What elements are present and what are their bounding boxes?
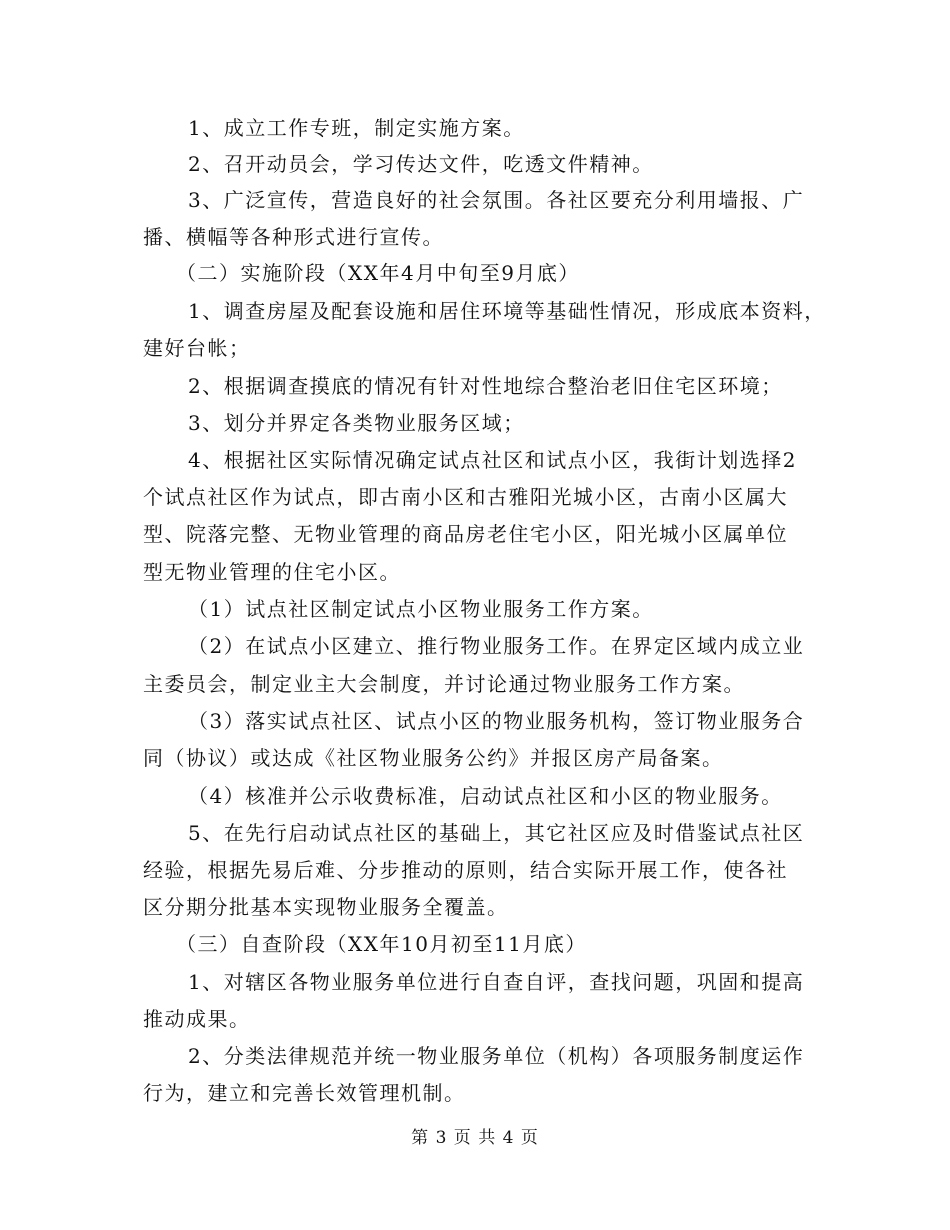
- paragraph-line: （4）核准并公示收费标准，启动试点社区和小区的物业服务。: [188, 784, 783, 808]
- page-footer: 第 3 页 共 4 页: [411, 1128, 539, 1148]
- paragraph-line: 同（协议）或达成《社区物业服务公约》并报区房产局备案。: [143, 746, 724, 770]
- paragraph-line: 经验，根据先易后难、分步推动的原则，结合实际开展工作，使各社: [143, 858, 788, 882]
- paragraph-line: 4、根据社区实际情况确定试点社区和试点小区，我街计划选择2: [188, 448, 797, 472]
- paragraph-line: 2、分类法律规范并统一物业服务单位（机构）各项服务制度运作: [188, 1044, 805, 1068]
- paragraph-line: 1、对辖区各物业服务单位进行自查自评，查找问题，巩固和提高: [188, 970, 805, 994]
- paragraph-line: 1、调查房屋及配套设施和居住环境等基础性情况，形成底本资料，: [188, 299, 826, 323]
- paragraph-line: 区分期分批基本实现物业服务全覆盖。: [143, 895, 509, 919]
- paragraph-line: 播、横幅等各种形式进行宣传。: [143, 225, 444, 249]
- paragraph-line: 2、根据调查摸底的情况有针对性地综合整治老旧住宅区环境；: [188, 374, 783, 398]
- paragraph-line: 型、院落完整、无物业管理的商品房老住宅小区，阳光城小区属单位: [143, 522, 788, 546]
- paragraph-line: （3）落实试点社区、试点小区的物业服务机构，签订物业服务合: [188, 709, 805, 733]
- paragraph-line: 3、划分并界定各类物业服务区域；: [188, 411, 525, 435]
- paragraph-line: 2、召开动员会，学习传达文件，吃透文件精神。: [188, 152, 654, 176]
- paragraph-line: 建好台帐；: [143, 336, 251, 360]
- paragraph-line: 型无物业管理的住宅小区。: [143, 560, 401, 584]
- paragraph-line: 5、在先行启动试点社区的基础上，其它社区应及时借鉴试点社区: [188, 821, 805, 845]
- paragraph-line: （1）试点社区制定试点小区物业服务工作方案。: [188, 597, 654, 621]
- section-heading: （三）自查阶段（XX年10月初至11月底）: [176, 932, 587, 956]
- paragraph-line: 1、成立工作专班，制定实施方案。: [188, 116, 525, 140]
- paragraph-line: （2）在试点小区建立、推行物业服务工作。在界定区域内成立业: [188, 634, 805, 658]
- paragraph-line: 主委员会，制定业主大会制度，并讨论通过物业服务工作方案。: [143, 672, 745, 696]
- paragraph-line: 行为，建立和完善长效管理机制。: [143, 1081, 466, 1105]
- paragraph-line: 3、广泛宣传，营造良好的社会氛围。各社区要充分利用墙报、广: [188, 188, 805, 212]
- section-heading: （二）实施阶段（XX年4月中旬至9月底）: [176, 261, 580, 285]
- paragraph-line: 推动成果。: [143, 1007, 251, 1031]
- paragraph-line: 个试点社区作为试点，即古南小区和古雅阳光城小区，古南小区属大: [143, 485, 788, 509]
